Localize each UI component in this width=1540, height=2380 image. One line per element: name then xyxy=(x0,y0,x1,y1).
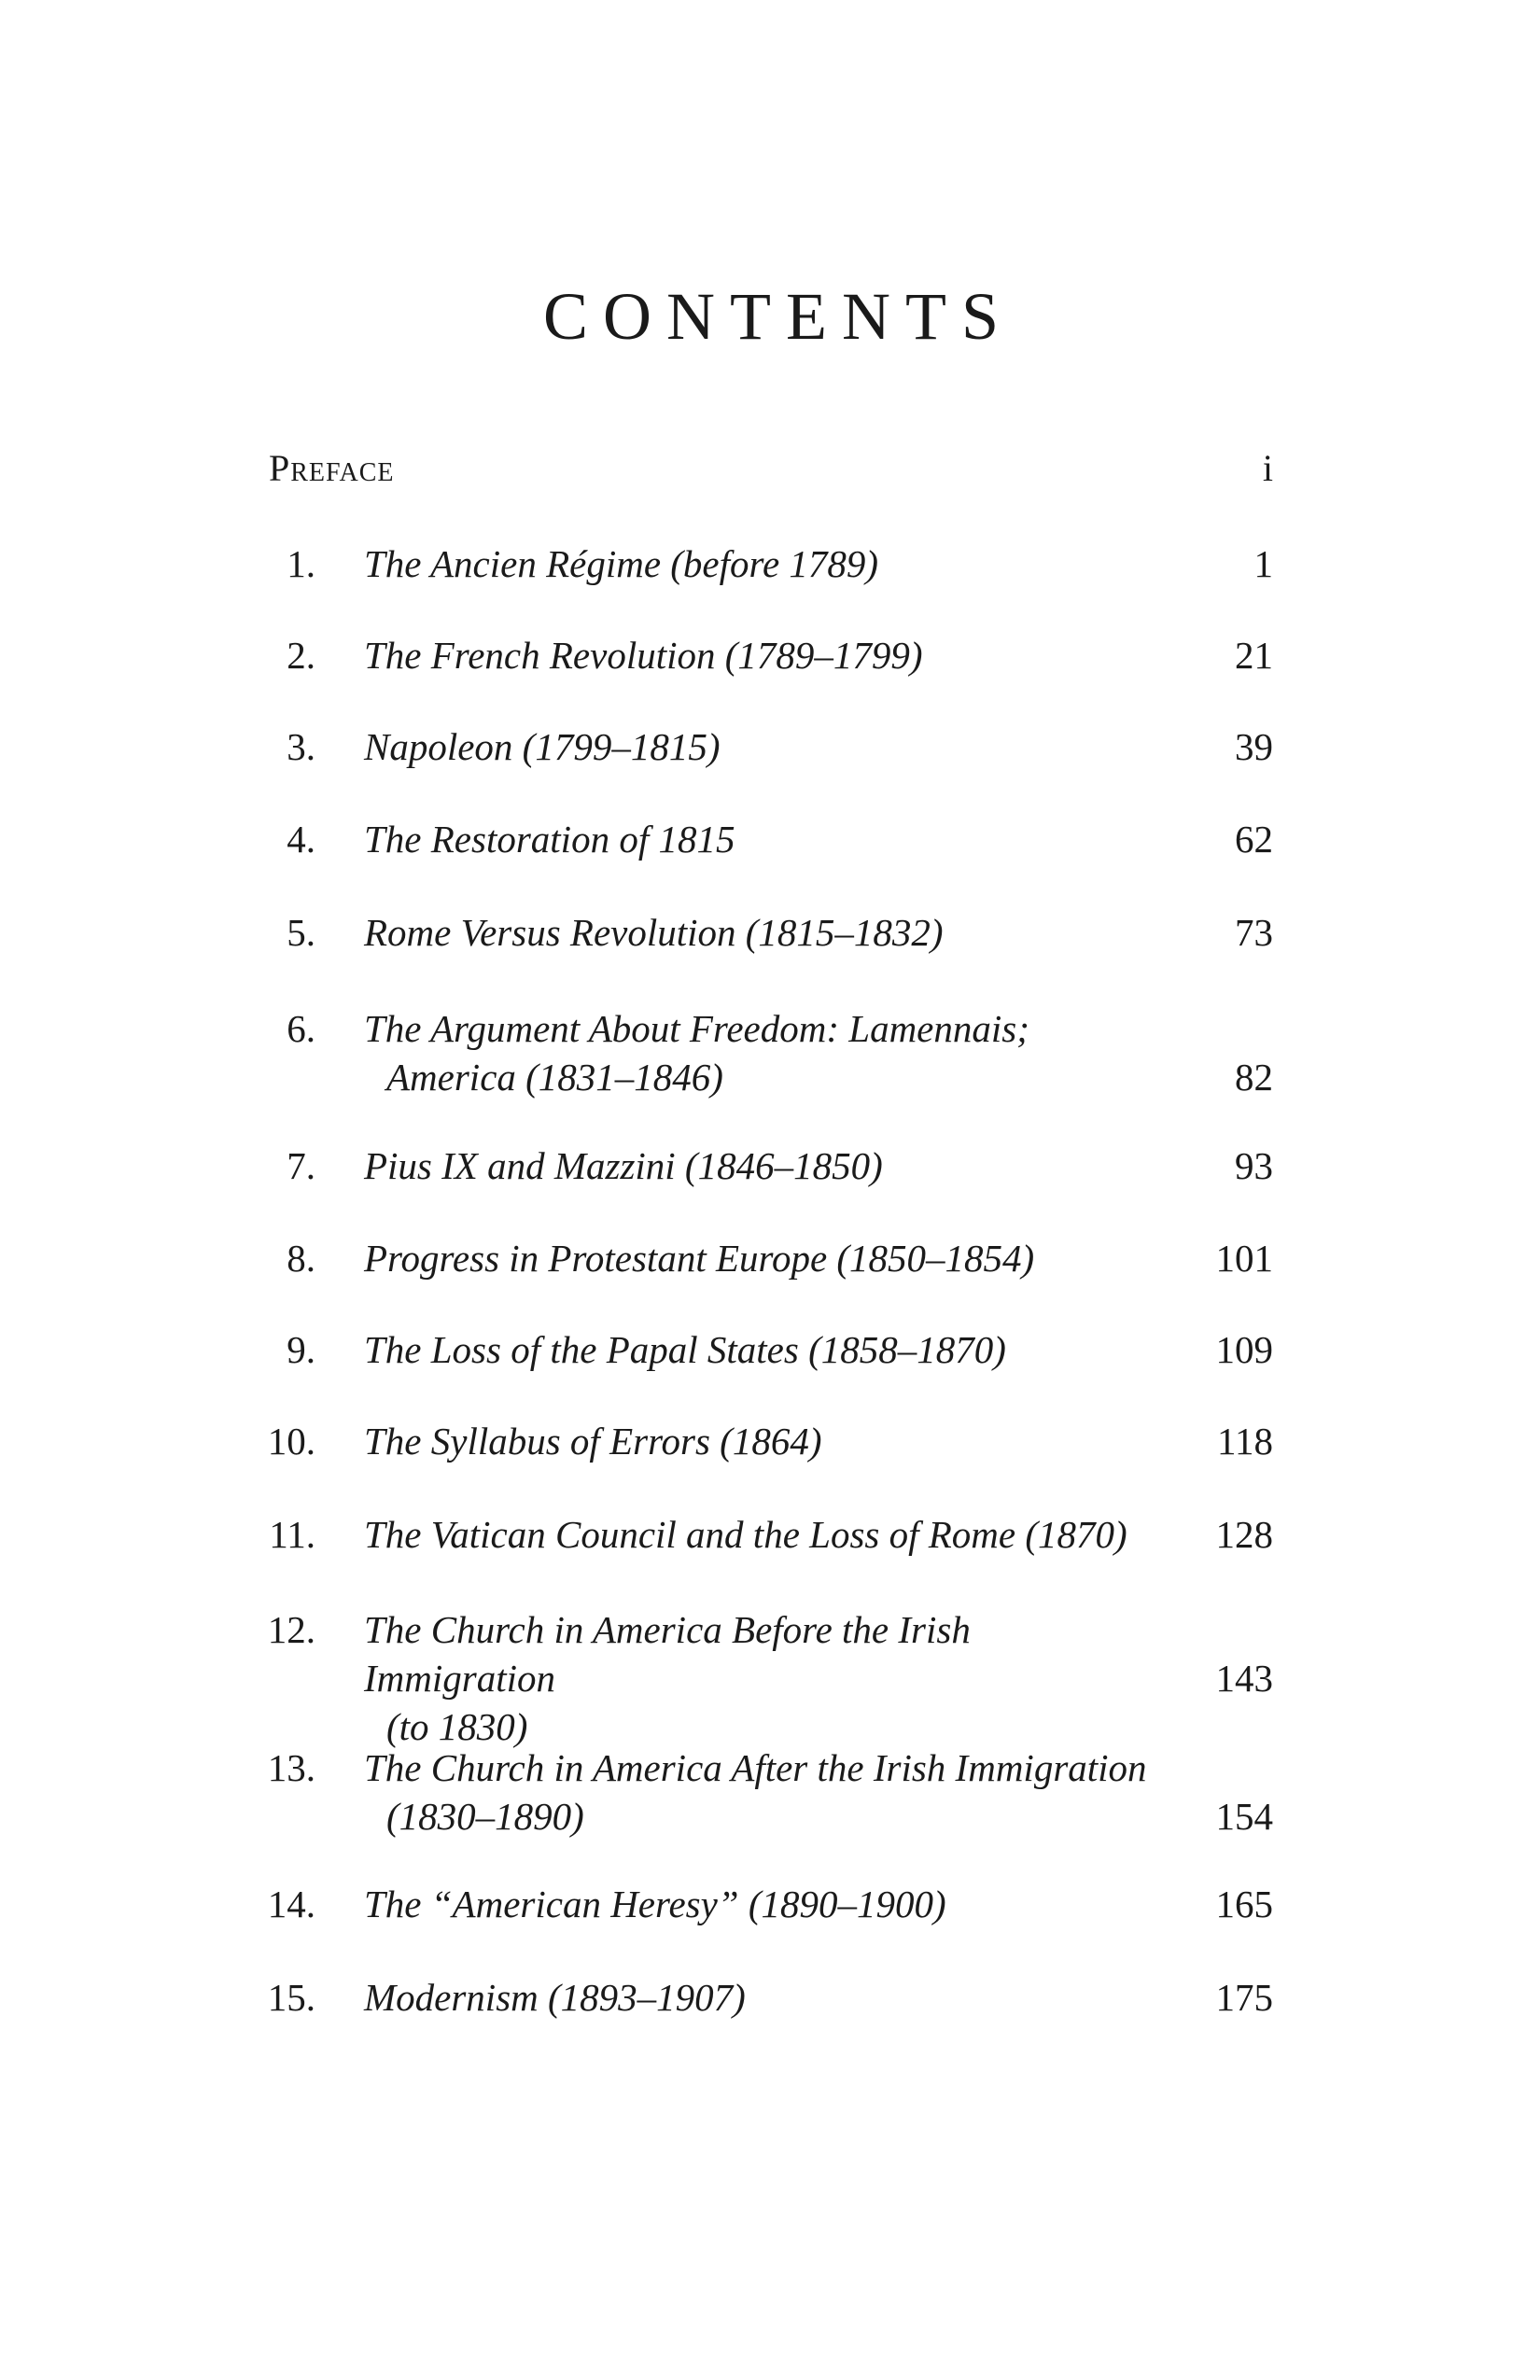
chapter-number: 14. xyxy=(267,1883,315,1925)
chapter-title-line-2: America (1831–1846) xyxy=(386,1056,723,1099)
chapter-title: Modernism (1893–1907) xyxy=(364,1976,746,2019)
chapter-title: The “American Heresy” (1890–1900) xyxy=(364,1883,946,1925)
toc-preface-entry xyxy=(269,446,1273,502)
chapter-page-number: 62 xyxy=(1235,818,1273,861)
chapter-title-line-1: The Church in America Before the Irish Immigration xyxy=(364,1608,971,1700)
chapter-title: The Vatican Council and the Loss of Rome (1870) xyxy=(364,1513,1127,1556)
chapter-title: The Restoration of 1815 xyxy=(364,818,735,861)
chapter-number: 1. xyxy=(287,542,315,585)
chapter-page-number: 73 xyxy=(1235,911,1273,954)
chapter-number: 7. xyxy=(287,1144,315,1187)
chapter-page-number: 109 xyxy=(1215,1328,1273,1371)
chapter-number: 4. xyxy=(287,818,315,861)
chapter-number: 3. xyxy=(287,725,315,768)
chapter-title: The Syllabus of Errors (1864) xyxy=(364,1420,822,1463)
chapter-page-number: 93 xyxy=(1235,1144,1273,1187)
chapter-number: 9. xyxy=(287,1328,315,1371)
page-title: CONTENTS xyxy=(543,279,1014,354)
chapter-title-line-2: (to 1830) xyxy=(386,1705,528,1748)
chapter-number: 10. xyxy=(267,1420,315,1463)
chapter-number: 6. xyxy=(287,1007,315,1050)
chapter-page-number: 101 xyxy=(1215,1237,1273,1280)
chapter-number: 12. xyxy=(267,1608,315,1651)
chapter-page-number: 82 xyxy=(1235,1056,1273,1099)
chapter-page-number: 143 xyxy=(1215,1657,1273,1700)
chapter-title xyxy=(364,1743,1167,1841)
chapter-page-number: 154 xyxy=(1215,1795,1273,1838)
chapter-page-number: 21 xyxy=(1235,634,1273,677)
chapter-page-number: 1 xyxy=(1253,542,1273,585)
chapter-title-line-1: The Church in America After the Irish Immigration xyxy=(364,1746,1147,1789)
chapter-page-number: 128 xyxy=(1215,1513,1273,1556)
chapter-page-number: 118 xyxy=(1217,1420,1273,1463)
chapter-title: Napoleon (1799–1815) xyxy=(364,725,721,768)
chapter-number: 15. xyxy=(267,1976,315,2019)
chapter-number: 8. xyxy=(287,1237,315,1280)
chapter-page-number: 39 xyxy=(1235,725,1273,768)
chapter-number: 11. xyxy=(269,1513,315,1556)
chapter-title: The Ancien Régime (before 1789) xyxy=(364,542,879,585)
preface-page-number: i xyxy=(1262,447,1273,489)
chapter-title: The Loss of the Papal States (1858–1870) xyxy=(364,1328,1006,1371)
chapter-title xyxy=(364,1605,1167,1751)
chapter-number: 13. xyxy=(267,1746,315,1789)
chapter-title: The French Revolution (1789–1799) xyxy=(364,634,923,677)
chapter-title: Pius IX and Mazzini (1846–1850) xyxy=(364,1144,883,1187)
chapter-title-line-1: The Argument About Freedom: Lamennais; xyxy=(364,1007,1029,1050)
chapter-title: Rome Versus Revolution (1815–1832) xyxy=(364,911,944,954)
preface-label: Preface xyxy=(269,447,395,489)
chapter-title-line-2: (1830–1890) xyxy=(386,1795,584,1838)
chapter-number: 2. xyxy=(287,634,315,677)
chapter-number: 5. xyxy=(287,911,315,954)
chapter-title xyxy=(364,1004,1167,1101)
chapter-page-number: 165 xyxy=(1215,1883,1273,1925)
chapter-page-number: 175 xyxy=(1215,1976,1273,2019)
chapter-title: Progress in Protestant Europe (1850–1854) xyxy=(364,1237,1035,1280)
